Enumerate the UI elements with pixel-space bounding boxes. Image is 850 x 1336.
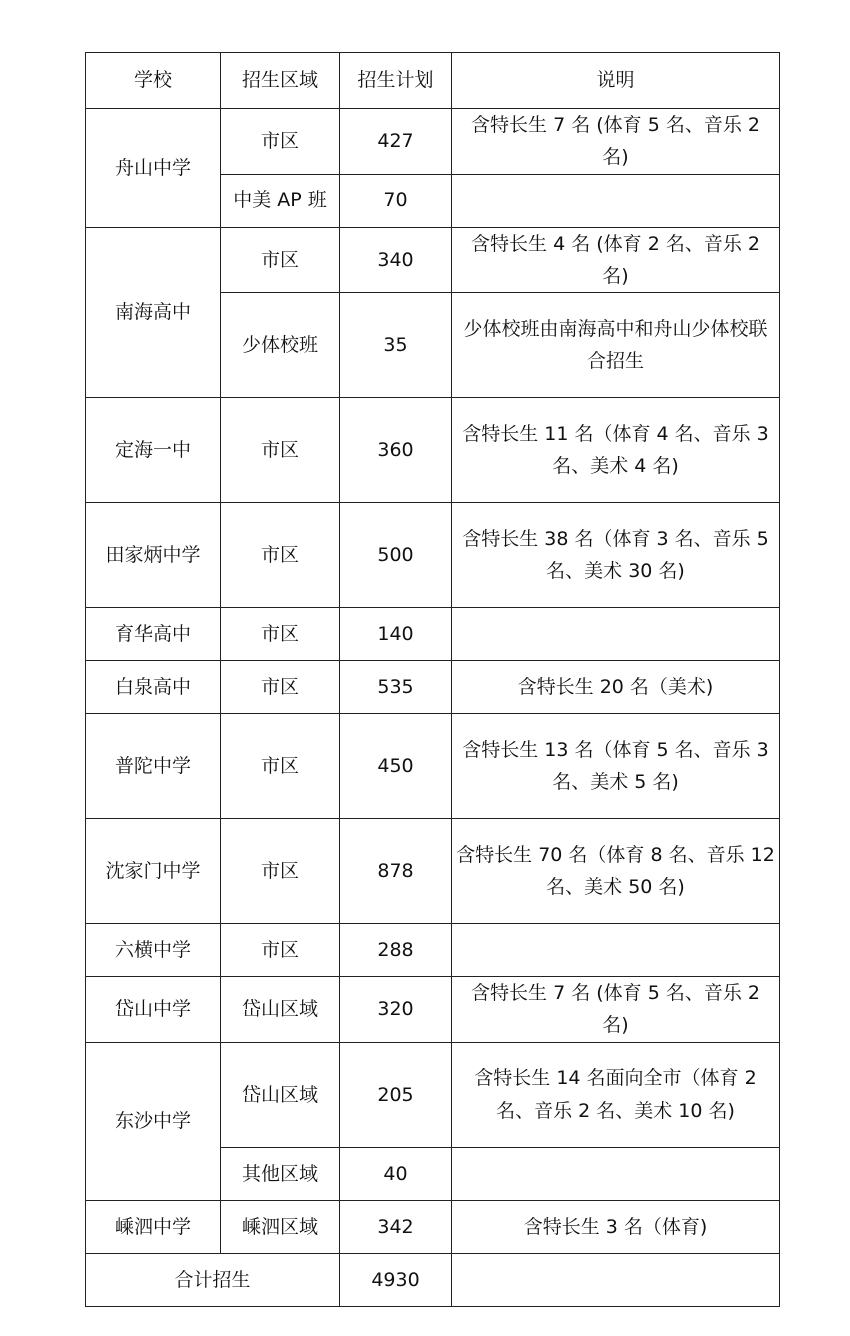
table-row bbox=[86, 661, 780, 714]
plan-cell: 500 bbox=[340, 503, 452, 608]
region-cell: 市区 bbox=[221, 398, 340, 503]
school-cell: 舟山中学 bbox=[86, 109, 221, 228]
school-cell: 嵊泗中学 bbox=[86, 1200, 221, 1253]
region-cell: 中美 AP 班 bbox=[221, 174, 340, 227]
plan-cell: 535 bbox=[340, 661, 452, 714]
note-cell: 含特长生 11 名（体育 4 名、音乐 3 名、美术 4 名) bbox=[452, 398, 780, 503]
school-cell: 白泉高中 bbox=[86, 661, 221, 714]
note-cell bbox=[452, 174, 780, 227]
table-row bbox=[86, 714, 780, 819]
note-cell: 含特长生 14 名面向全市（体育 2 名、音乐 2 名、美术 10 名) bbox=[452, 1042, 780, 1147]
school-cell: 定海一中 bbox=[86, 398, 221, 503]
header-plan: 招生计划 bbox=[340, 53, 452, 109]
header-school: 学校 bbox=[86, 53, 221, 109]
region-cell: 岱山区域 bbox=[221, 1042, 340, 1147]
school-cell: 岱山中学 bbox=[86, 977, 221, 1043]
school-cell: 六横中学 bbox=[86, 924, 221, 977]
table-row bbox=[86, 819, 780, 924]
enrollment-plan-table bbox=[85, 52, 780, 1307]
table-row bbox=[86, 608, 780, 661]
note-cell: 含特长生 20 名（美术) bbox=[452, 661, 780, 714]
header-row bbox=[86, 53, 780, 109]
school-cell: 育华高中 bbox=[86, 608, 221, 661]
note-cell: 含特长生 4 名 (体育 2 名、音乐 2 名) bbox=[452, 227, 780, 293]
school-cell: 田家炳中学 bbox=[86, 503, 221, 608]
plan-cell: 427 bbox=[340, 109, 452, 175]
plan-cell: 288 bbox=[340, 924, 452, 977]
plan-cell: 70 bbox=[340, 174, 452, 227]
school-cell: 沈家门中学 bbox=[86, 819, 221, 924]
table-row bbox=[86, 503, 780, 608]
table-row bbox=[86, 109, 780, 175]
note-cell: 少体校班由南海高中和舟山少体校联合招生 bbox=[452, 293, 780, 398]
note-cell bbox=[452, 1147, 780, 1200]
note-cell: 含特长生 70 名（体育 8 名、音乐 12 名、美术 50 名) bbox=[452, 819, 780, 924]
plan-cell: 205 bbox=[340, 1042, 452, 1147]
plan-cell: 140 bbox=[340, 608, 452, 661]
region-cell: 少体校班 bbox=[221, 293, 340, 398]
table-row bbox=[86, 1042, 780, 1147]
region-cell: 市区 bbox=[221, 608, 340, 661]
table-row bbox=[86, 1200, 780, 1253]
plan-cell: 360 bbox=[340, 398, 452, 503]
plan-cell: 40 bbox=[340, 1147, 452, 1200]
header-region: 招生区域 bbox=[221, 53, 340, 109]
header-note: 说明 bbox=[452, 53, 780, 109]
plan-cell: 878 bbox=[340, 819, 452, 924]
table-row bbox=[86, 398, 780, 503]
region-cell: 岱山区域 bbox=[221, 977, 340, 1043]
note-cell: 含特长生 7 名 (体育 5 名、音乐 2 名) bbox=[452, 109, 780, 175]
school-cell: 东沙中学 bbox=[86, 1042, 221, 1200]
plan-cell: 35 bbox=[340, 293, 452, 398]
table-row bbox=[86, 924, 780, 977]
school-cell: 普陀中学 bbox=[86, 714, 221, 819]
total-label: 合计招生 bbox=[86, 1253, 340, 1306]
region-cell: 市区 bbox=[221, 819, 340, 924]
region-cell: 市区 bbox=[221, 503, 340, 608]
note-cell bbox=[452, 608, 780, 661]
note-cell: 含特长生 13 名（体育 5 名、音乐 3 名、美术 5 名) bbox=[452, 714, 780, 819]
region-cell: 市区 bbox=[221, 924, 340, 977]
total-note bbox=[452, 1253, 780, 1306]
region-cell: 市区 bbox=[221, 227, 340, 293]
region-cell: 市区 bbox=[221, 109, 340, 175]
note-cell: 含特长生 7 名 (体育 5 名、音乐 2 名) bbox=[452, 977, 780, 1043]
table-row bbox=[86, 977, 780, 1043]
plan-cell: 340 bbox=[340, 227, 452, 293]
plan-cell: 320 bbox=[340, 977, 452, 1043]
note-cell: 含特长生 3 名（体育) bbox=[452, 1200, 780, 1253]
note-cell bbox=[452, 924, 780, 977]
school-cell: 南海高中 bbox=[86, 227, 221, 398]
table-row bbox=[86, 227, 780, 293]
region-cell: 市区 bbox=[221, 714, 340, 819]
region-cell: 其他区域 bbox=[221, 1147, 340, 1200]
plan-cell: 450 bbox=[340, 714, 452, 819]
total-plan: 4930 bbox=[340, 1253, 452, 1306]
region-cell: 市区 bbox=[221, 661, 340, 714]
region-cell: 嵊泗区域 bbox=[221, 1200, 340, 1253]
total-row bbox=[86, 1253, 780, 1306]
note-cell: 含特长生 38 名（体育 3 名、音乐 5 名、美术 30 名) bbox=[452, 503, 780, 608]
plan-cell: 342 bbox=[340, 1200, 452, 1253]
